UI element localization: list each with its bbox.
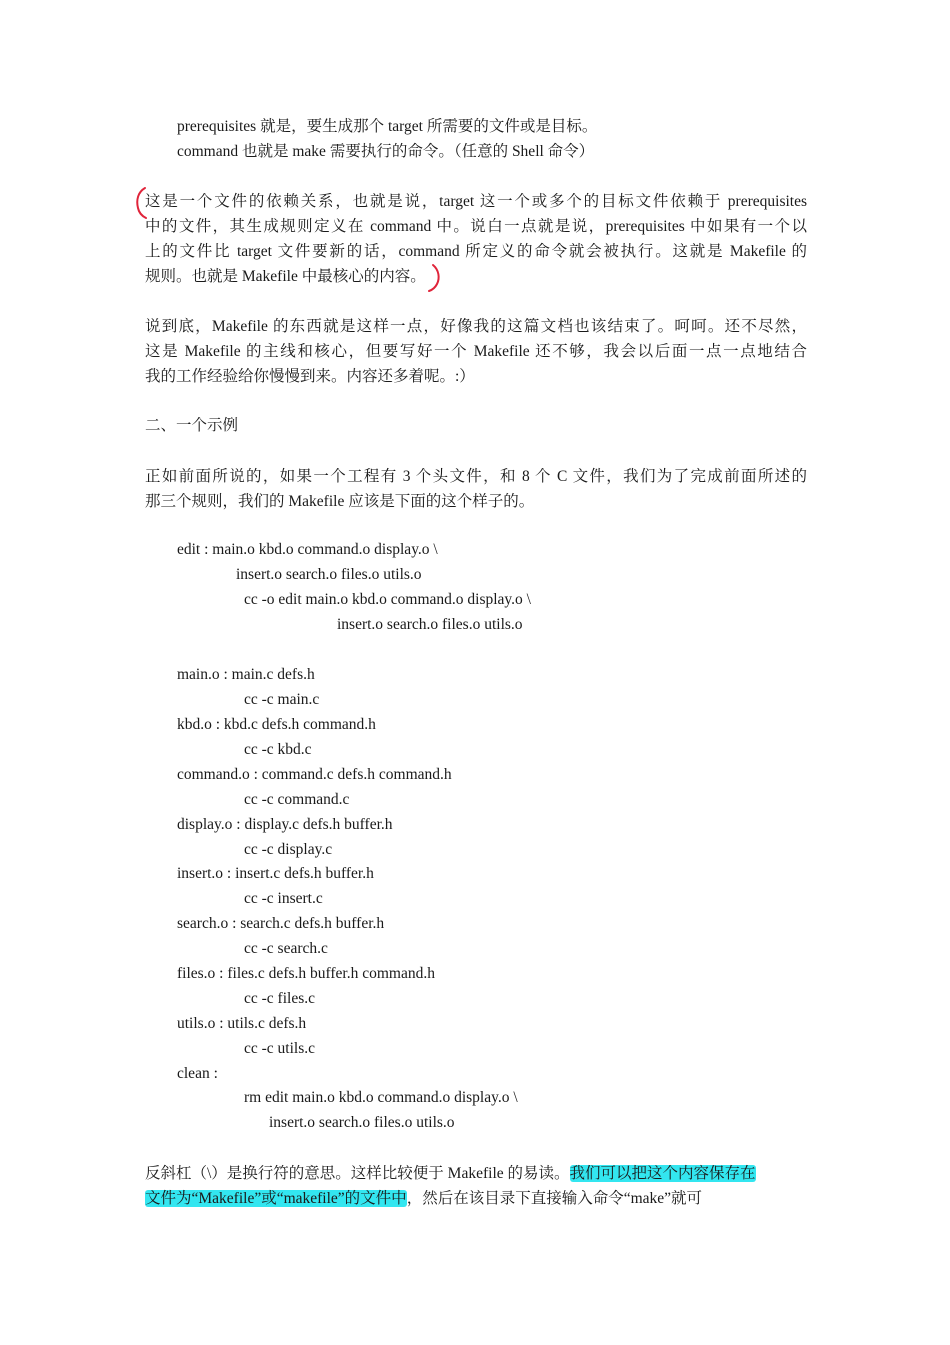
code-line-edit-command-continuation: insert.o search.o files.o utils.o — [337, 616, 523, 633]
code-line-utils-command: cc -c utils.c — [244, 1040, 316, 1057]
code-line-clean-command-continuation: insert.o search.o files.o utils.o — [269, 1114, 455, 1131]
summary-paragraph — [145, 314, 807, 389]
example-intro-paragraph — [145, 464, 807, 514]
rule-paragraph-line: 中的文件，其生成规则定义在 command 中。说白一点就是说，prerequisites 中如果有一个以 — [145, 218, 807, 235]
code-line-command-command: cc -c command.c — [244, 791, 350, 808]
code-line-main-target: main.o : main.c defs.h — [177, 666, 315, 683]
code-line-search-target: search.o : search.c defs.h buffer.h — [177, 915, 385, 932]
code-line-insert-target: insert.o : insert.c defs.h buffer.h — [177, 865, 374, 882]
red-open-bracket-annotation — [134, 186, 148, 220]
code-line-display-target: display.o : display.c defs.h buffer.h — [177, 816, 393, 833]
code-line-edit-continuation: insert.o search.o files.o utils.o — [236, 566, 422, 583]
summary-paragraph-line: 这是 Makefile 的主线和核心，但要写好一个 Makefile 还不够，我会以后面一点一点地结合 — [145, 343, 807, 360]
code-line-utils-target: utils.o : utils.c defs.h — [177, 1015, 307, 1032]
rule-paragraph — [145, 189, 807, 289]
code-line-clean-command: rm edit main.o kbd.o command.o display.o \ — [244, 1089, 518, 1106]
example-intro-line: 正如前面所说的，如果一个工程有 3 个头文件，和 8 个 C 文件，我们为了完成前面所述的 — [145, 468, 807, 485]
code-line-files-target: files.o : files.c defs.h buffer.h command.h — [177, 965, 435, 982]
code-line-edit-command: cc -o edit main.o kbd.o command.o display.o \ — [244, 591, 531, 608]
rule-paragraph-line: 规则。也就是 Makefile 中最核心的内容。 — [145, 268, 426, 285]
closing-paragraph-line — [145, 1161, 807, 1186]
example-intro-line: 那三个规则，我们的 Makefile 应该是下面的这个样子的。 — [145, 493, 535, 510]
closing-text-plain: ，然后在该目录下直接输入命令“make”就可 — [406, 1190, 703, 1207]
code-line-insert-command: cc -c insert.c — [244, 890, 323, 907]
summary-paragraph-line: 我的工作经验给你慢慢到来。内容还多着呢。:） — [145, 368, 475, 385]
red-close-bracket-annotation — [427, 263, 443, 293]
section-heading: 二、一个示例 — [145, 417, 239, 434]
rule-paragraph-line: 这是一个文件的依赖关系，也就是说，target 这一个或多个的目标文件依赖于 prerequisites — [145, 193, 807, 210]
highlighted-text: 我们可以把这个内容保存在 — [569, 1165, 756, 1182]
code-line-edit-target: edit : main.o kbd.o command.o display.o \ — [177, 541, 438, 558]
rule-paragraph-line: 上的文件比 target 文件要新的话，command 所定义的命令就会被执行。这就是 Makefile 的 — [145, 243, 807, 260]
code-line-main-command: cc -c main.c — [244, 691, 320, 708]
code-line-kbd-target: kbd.o : kbd.c defs.h command.h — [177, 716, 376, 733]
intro-line-command: command 也就是 make 需要执行的命令。（任意的 Shell 命令） — [177, 143, 595, 160]
code-line-kbd-command: cc -c kbd.c — [244, 741, 312, 758]
code-line-clean-target: clean : — [177, 1065, 218, 1082]
code-line-files-command: cc -c files.c — [244, 990, 315, 1007]
closing-paragraph-line — [145, 1186, 807, 1211]
code-line-display-command: cc -c display.c — [244, 841, 333, 858]
closing-text-plain: 反斜杠（\）是换行符的意思。这样比较便于 Makefile 的易读。 — [145, 1165, 570, 1182]
code-line-search-command: cc -c search.c — [244, 940, 328, 957]
code-line-command-target: command.o : command.c defs.h command.h — [177, 766, 452, 783]
summary-paragraph-line: 说到底，Makefile 的东西就是这样一点，好像我的这篇文档也该结束了。呵呵。还不尽然， — [145, 318, 807, 335]
closing-paragraph — [145, 1161, 807, 1211]
intro-line-prerequisites: prerequisites 就是，要生成那个 target 所需要的文件或是目标。 — [177, 118, 598, 135]
highlighted-text: 文件为“Makefile”或“makefile”的文件中 — [145, 1190, 407, 1207]
